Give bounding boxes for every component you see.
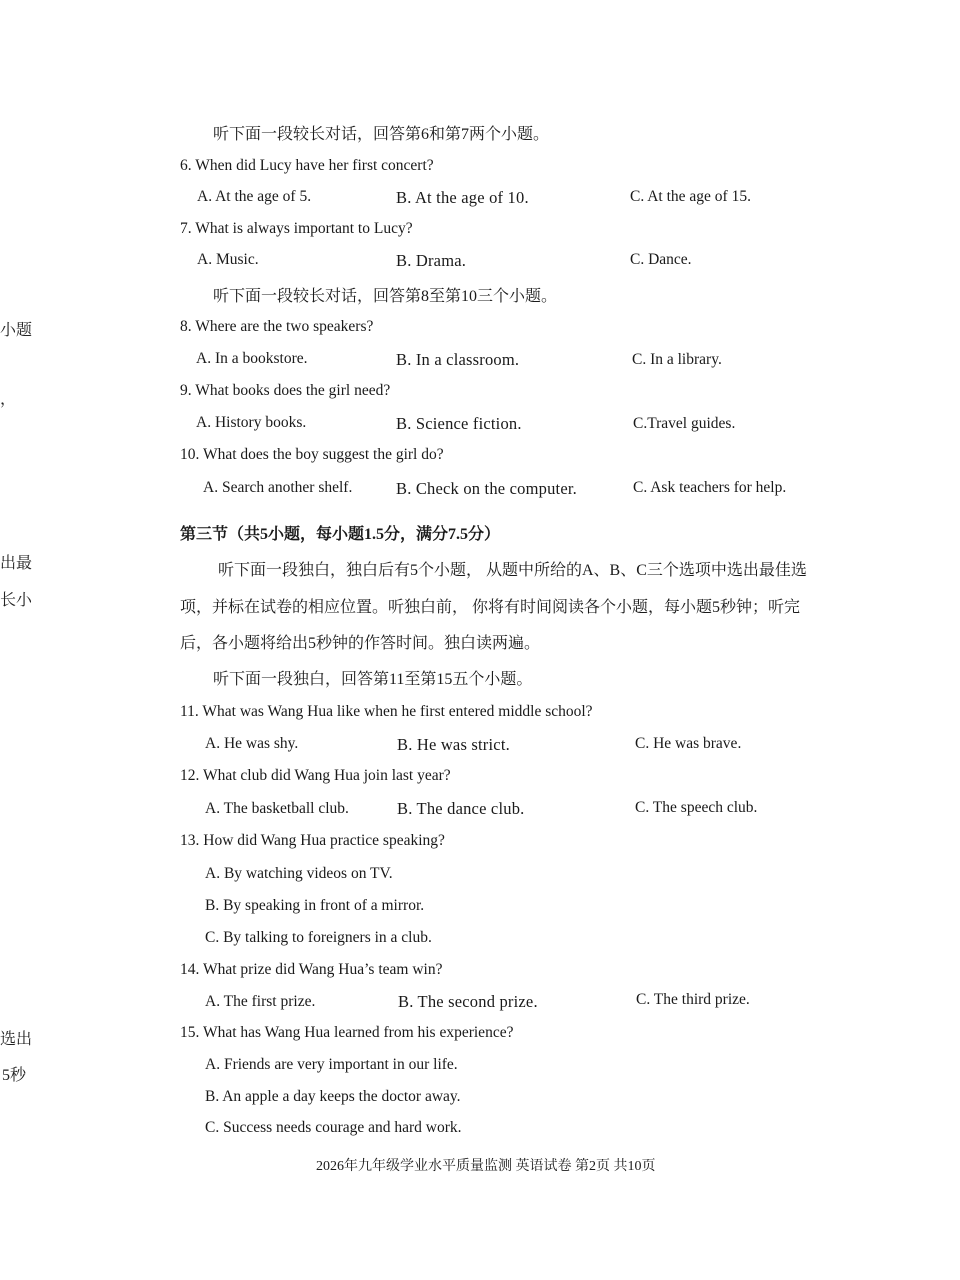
question-14-option-c: C. The third prize. xyxy=(636,991,750,1008)
margin-fragment: 长小 xyxy=(0,592,33,609)
question-6-option-c: C. At the age of 15. xyxy=(630,188,751,205)
question-14-option-a: A. The first prize. xyxy=(205,993,316,1010)
question-13: 13. How did Wang Hua practice speaking? xyxy=(180,832,445,849)
margin-fragment: 选出 xyxy=(0,1031,33,1048)
question-9-option-a: A. History books. xyxy=(196,414,307,431)
question-8-option-c: C. In a library. xyxy=(632,351,722,368)
instruction-6-7: 听下面一段较长对话，回答第6和第7两个小题。 xyxy=(213,126,550,143)
question-6-option-b: B. At the age of 10. xyxy=(396,188,529,207)
question-10-option-b: B. Check on the computer. xyxy=(396,479,577,498)
question-12: 12. What club did Wang Hua join last year? xyxy=(180,767,451,784)
question-9: 9. What books does the girl need? xyxy=(180,382,391,399)
page-footer: 2026年九年级学业水平质量监测 英语试卷 第2页 共10页 xyxy=(316,1159,656,1174)
question-14: 14. What prize did Wang Hua’s team win? xyxy=(180,961,443,978)
question-15: 15. What has Wang Hua learned from his experience? xyxy=(180,1024,514,1041)
section-3-directions-line: 听下面一段独白，独白后有5个小题， 从题中所给的A、B、C三个选项中选出最佳选 xyxy=(218,562,807,579)
question-15-option-a: A. Friends are very important in our life. xyxy=(205,1056,458,1073)
margin-fragment: 小题 xyxy=(0,322,33,339)
question-11: 11. What was Wang Hua like when he first entered middle school? xyxy=(180,703,593,720)
question-8-option-b: B. In a classroom. xyxy=(396,350,520,369)
question-13-option-a: A. By watching videos on TV. xyxy=(205,865,393,882)
question-12-option-a: A. The basketball club. xyxy=(205,800,349,817)
question-15-option-c: C. Success needs courage and hard work. xyxy=(205,1119,462,1136)
question-13-option-c: C. By talking to foreigners in a club. xyxy=(205,929,432,946)
instruction-11-15: 听下面一段独白，回答第11至第15五个小题。 xyxy=(213,671,533,688)
question-7-option-a: A. Music. xyxy=(197,251,259,268)
margin-fragment: 5秒 xyxy=(2,1067,27,1084)
question-7: 7. What is always important to Lucy? xyxy=(180,220,413,237)
question-7-option-c: C. Dance. xyxy=(630,251,692,268)
question-13-option-b: B. By speaking in front of a mirror. xyxy=(205,897,425,914)
question-9-option-c: C.Travel guides. xyxy=(633,415,736,432)
section-3-directions-line: 项，并标在试卷的相应位置。听独白前， 你将有时间阅读各个小题，每小题5秒钟；听完 xyxy=(180,599,801,616)
question-15-option-b: B. An apple a day keeps the doctor away. xyxy=(205,1088,461,1105)
question-11-option-a: A. He was shy. xyxy=(205,735,299,752)
question-10: 10. What does the boy suggest the girl do? xyxy=(180,446,444,463)
question-9-option-b: B. Science fiction. xyxy=(396,414,522,433)
question-6: 6. When did Lucy have her first concert? xyxy=(180,157,434,174)
question-12-option-b: B. The dance club. xyxy=(397,799,525,818)
question-10-option-a: A. Search another shelf. xyxy=(203,479,353,496)
question-14-option-b: B. The second prize. xyxy=(398,992,538,1011)
margin-fragment: 出最 xyxy=(0,555,33,572)
question-6-option-a: A. At the age of 5. xyxy=(197,188,312,205)
question-10-option-c: C. Ask teachers for help. xyxy=(633,479,787,496)
instruction-8-10: 听下面一段较长对话，回答第8至第10三个小题。 xyxy=(213,288,558,305)
question-11-option-b: B. He was strict. xyxy=(397,735,510,754)
margin-fragment: ， xyxy=(0,391,17,408)
question-11-option-c: C. He was brave. xyxy=(635,735,742,752)
question-8-option-a: A. In a bookstore. xyxy=(196,350,308,367)
question-7-option-b: B. Drama. xyxy=(396,251,467,270)
section-3-directions-line: 后，各小题将给出5秒钟的作答时间。独白读两遍。 xyxy=(180,635,541,652)
section-3-heading: 第三节（共5小题，每小题1.5分，满分7.5分） xyxy=(180,526,501,543)
question-12-option-c: C. The speech club. xyxy=(635,799,758,816)
question-8: 8. Where are the two speakers? xyxy=(180,318,374,335)
